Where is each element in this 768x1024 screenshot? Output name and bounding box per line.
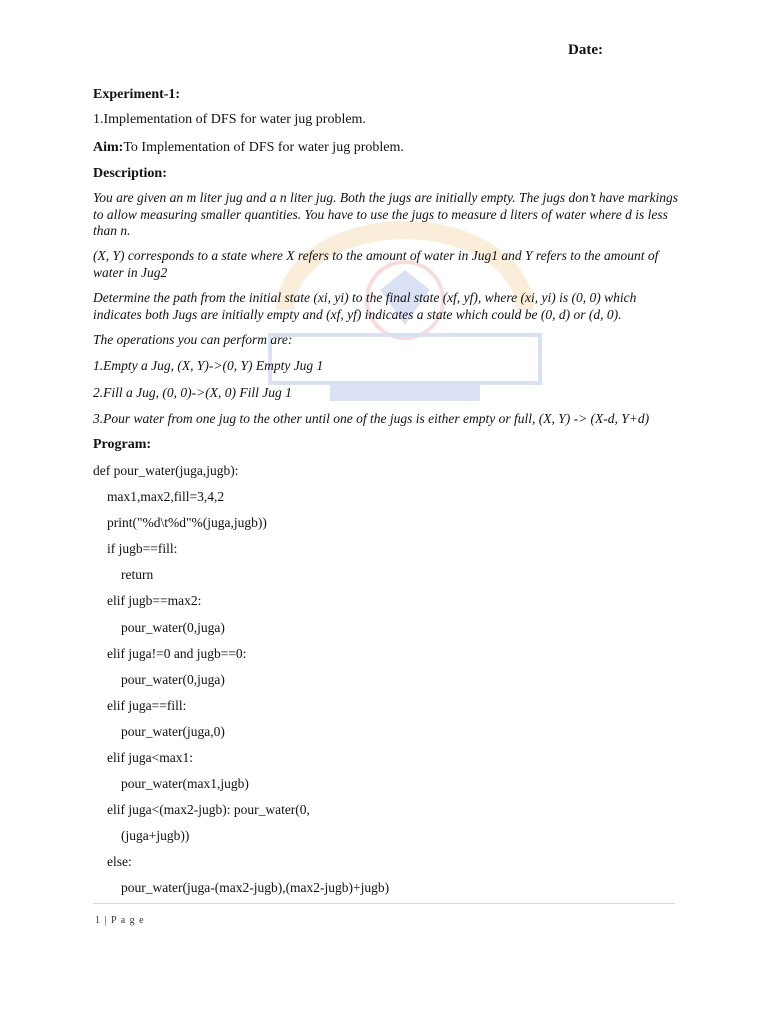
code-line: elif juga!=0 and jugb==0: <box>107 646 247 661</box>
code-line: else: <box>107 854 132 869</box>
operation-item: 3.Pour water from one jug to the other until one of the jugs is either empty or full, (X, Y) -> (X-d, Y+d) <box>93 411 650 426</box>
code-line: elif juga<max1: <box>107 750 193 765</box>
aim-text: To Implementation of DFS for water jug problem. <box>123 140 404 155</box>
operation-item: 1.Empty a Jug, (X, Y)->(0, Y) Empty Jug 1 <box>93 358 324 373</box>
code-line: pour_water(0,juga) <box>121 672 225 687</box>
description-paragraph: (X, Y) corresponds to a state where X refers to the amount of water in Jug1 and Y refers to the amount of water in Jug2 <box>93 248 659 280</box>
footer-divider <box>93 903 675 904</box>
code-line: if jugb==fill: <box>107 541 178 556</box>
experiment-title: Experiment-1: <box>93 87 181 102</box>
code-line: pour_water(max1,jugb) <box>121 776 249 791</box>
code-line: pour_water(juga,0) <box>121 724 225 739</box>
code-line: pour_water(0,juga) <box>121 620 225 635</box>
aim-label: Aim: <box>93 140 124 155</box>
code-line: return <box>121 567 154 582</box>
page-number: 1 | P a g e <box>95 915 145 926</box>
code-line: elif juga==fill: <box>107 698 187 713</box>
experiment-heading: 1.Implementation of DFS for water jug problem. <box>93 112 366 127</box>
code-line: pour_water(juga-(max2-jugb),(max2-jugb)+jugb) <box>121 880 390 895</box>
code-line: print("%d\t%d"%(juga,jugb)) <box>107 515 267 530</box>
code-line: elif jugb==max2: <box>107 593 202 608</box>
code-line: elif juga<(max2-jugb): pour_water(0, <box>107 802 310 817</box>
description-paragraph: You are given an m liter jug and a n liter jug. Both the jugs are initially empty. The jugs don’t have markings to allow measuring smaller quantities. You have to use the jugs to measure d liters of water where d is less than n. <box>93 190 678 238</box>
description-label: Description: <box>93 166 167 181</box>
code-line: (juga+jugb)) <box>121 828 190 843</box>
code-line: def pour_water(juga,jugb): <box>93 463 239 478</box>
description-paragraph: Determine the path from the initial state (xi, yi) to the final state (xf, yf), where (xi, yi) is (0, 0) which indicates both Jugs are initially empty and (xf, yf) indicates a state which could be (0, d) or (d, 0). <box>93 290 637 322</box>
code-line: max1,max2,fill=3,4,2 <box>107 489 225 504</box>
date-label: Date: <box>568 42 603 58</box>
operation-item: 2.Fill a Jug, (0, 0)->(X, 0) Fill Jug 1 <box>93 385 292 400</box>
operations-intro: The operations you can perform are: <box>93 332 293 347</box>
aim-line <box>93 140 404 156</box>
program-label: Program: <box>93 437 152 452</box>
